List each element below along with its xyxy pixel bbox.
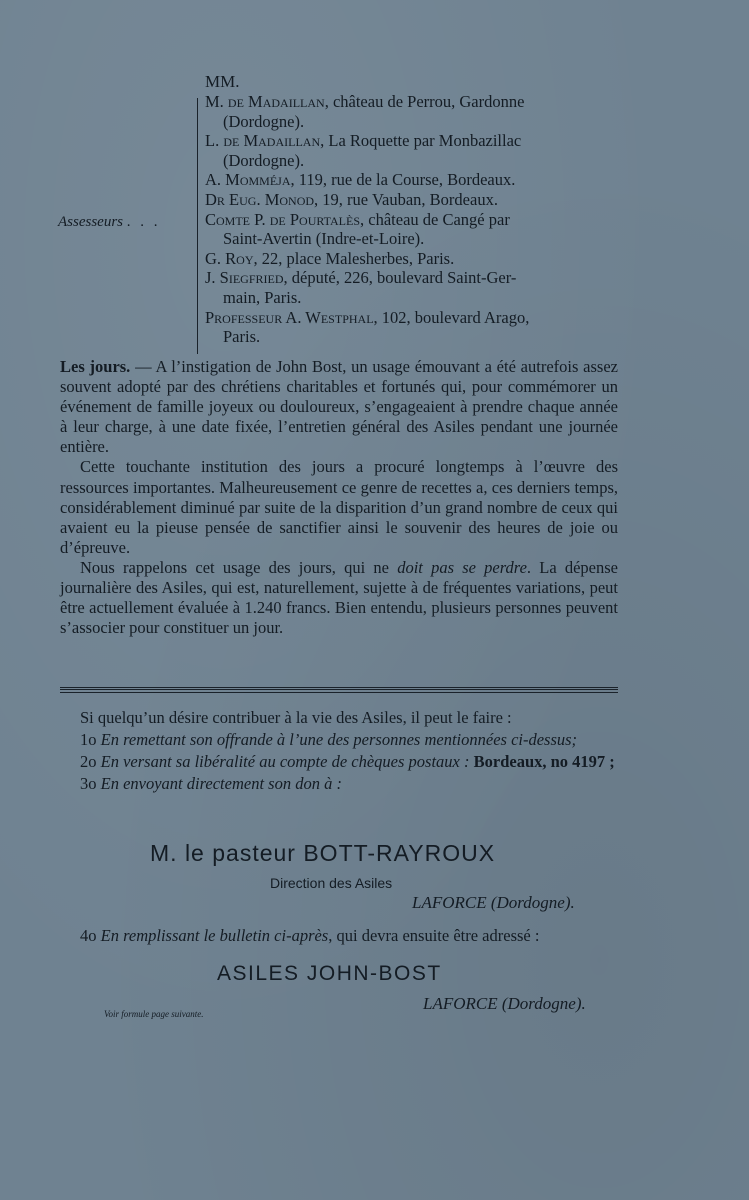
city-line-2: LAFORCE (Dordogne). bbox=[423, 994, 586, 1013]
assesseur-address: , 119, rue de la Course, Bordeaux. bbox=[290, 170, 516, 190]
assesseurs-dots: . . . bbox=[126, 214, 161, 230]
jours-paragraph-3 bbox=[60, 558, 618, 638]
assesseur-address-cont: (Dordogne). bbox=[223, 111, 305, 131]
jours-text-3-italic: doit pas se perdre bbox=[397, 557, 527, 577]
item-number: 2o bbox=[80, 752, 101, 772]
assesseur-address: , 22, place Malesherbes, Paris. bbox=[253, 248, 455, 268]
assesseur-name: Comte P. de Pourtalès bbox=[205, 209, 361, 229]
jours-heading: Les jours. bbox=[60, 357, 131, 376]
assesseur-name: Professeur A. Westphal bbox=[205, 307, 374, 327]
jours-text-3a: Nous rappelons cet usage des jours, qui ne bbox=[80, 557, 398, 577]
jours-text-1: — A l’instigation de John Bost, un usage émouvant a été autrefois assez souvent adopté par des chrétiens charitables et fortunés qui, pour commémorer un événement de famille joyeux ou douloureux, s’engageaient à prendre chaque année à leur charge, à une date fixée, l’entretien général des Asiles pendant une journée entière. bbox=[60, 357, 618, 457]
see-next-page-note: Voir formule page suivante. bbox=[104, 1009, 204, 1019]
assesseur-name: G. Roy bbox=[205, 248, 254, 268]
contribute-item-3 bbox=[60, 774, 618, 794]
assesseur-name: A. Momméja bbox=[205, 170, 291, 190]
assesseur-address-cont: main, Paris. bbox=[223, 287, 302, 307]
item-4-paragraph bbox=[60, 926, 618, 946]
assesseur-name: L. de Madaillan bbox=[205, 131, 321, 151]
item-number: 4o bbox=[80, 926, 101, 945]
assesseur-name: M. de Madaillan bbox=[205, 92, 325, 111]
jours-paragraph-2: Cette touchante institution des jours a procuré longtemps à l’œuvre des ressources importantes. Malheureusement ce genre de recettes a, ces derniers temps, considérablement diminué par suite de la disparition d’un grand nombre de ceux qui avaient eu la pieuse pensée de sanctifier ainsi le souvenir des heures de joie ou d’épreuve. bbox=[60, 457, 618, 557]
assesseur-entry bbox=[205, 249, 615, 269]
item-text: En versant sa libéralité au compte de chèques postaux : bbox=[100, 752, 470, 772]
contribute-item-4 bbox=[60, 926, 618, 946]
city-line: LAFORCE (Dordogne). bbox=[412, 893, 575, 912]
contribute-section bbox=[60, 708, 618, 796]
assesseur-address: , La Roquette par Monbazillac bbox=[320, 131, 522, 151]
assesseurs-label bbox=[58, 214, 161, 231]
jours-paragraph-1 bbox=[60, 357, 618, 457]
assesseur-address: , député, 226, boulevard Saint-Ger- bbox=[283, 268, 517, 288]
pastor-name: M. le pasteur BOTT-RAYROUX bbox=[150, 840, 496, 866]
assesseur-entry bbox=[205, 190, 615, 210]
direction-line: Direction des Asiles bbox=[270, 875, 393, 891]
item-text: , qui devra ensuite être adressé : bbox=[328, 926, 540, 945]
assesseurs-label-text: Assesseurs bbox=[58, 214, 124, 230]
jours-section bbox=[60, 357, 618, 638]
jours-text-3b: . La dépense journalière des Asiles, qui est, naturellement, sujette à de fréquentes variations, peut être actuellement évaluée à 1.240 francs. Bien entendu, plusieurs personnes peuvent s’associer pour constituer un jour. bbox=[60, 557, 618, 638]
assesseur-entry bbox=[205, 131, 615, 170]
postal-account: Bordeaux, no 4197 ; bbox=[469, 752, 615, 772]
section-divider-thin bbox=[60, 692, 618, 693]
assesseur-name: Dr Eug. Monod bbox=[205, 189, 315, 209]
item-text: En envoyant directement son don à : bbox=[100, 774, 342, 794]
item-number: 1o bbox=[80, 730, 101, 750]
item-text-italic: En remplissant le bulletin ci-après bbox=[100, 926, 329, 945]
item-number: 3o bbox=[80, 774, 101, 794]
assesseur-address: , 19, rue Vauban, Bordeaux. bbox=[314, 189, 498, 209]
item-text: En remettant son offrande à l’une des personnes mentionnées ci-dessus; bbox=[100, 730, 578, 750]
asiles-name: ASILES JOHN-BOST bbox=[217, 962, 442, 985]
contribute-item-1 bbox=[60, 730, 618, 750]
mm-heading: MM. bbox=[205, 72, 240, 91]
assesseur-address: , 102, boulevard Arago, bbox=[373, 307, 530, 327]
assesseur-address: , château de Cangé par bbox=[360, 209, 510, 229]
assesseur-name: J. Siegfried bbox=[205, 268, 284, 288]
assesseur-entry bbox=[205, 268, 615, 307]
assesseur-entry bbox=[205, 210, 615, 249]
assesseur-address: , château de Perrou, Gardonne bbox=[324, 92, 525, 111]
assesseur-address-cont: (Dordogne). bbox=[223, 150, 305, 170]
contribute-item-2 bbox=[60, 752, 618, 772]
brace-line bbox=[197, 98, 204, 354]
assesseurs-list bbox=[205, 92, 615, 347]
assesseur-address-cont: Saint-Avertin (Indre-et-Loire). bbox=[223, 229, 425, 249]
contribute-intro: Si quelqu’un désire contribuer à la vie des Asiles, il peut le faire : bbox=[80, 708, 512, 727]
assesseur-entry bbox=[205, 170, 615, 190]
assesseur-entry bbox=[205, 92, 615, 131]
assesseur-address-cont: Paris. bbox=[223, 327, 261, 347]
assesseur-entry bbox=[205, 308, 615, 347]
